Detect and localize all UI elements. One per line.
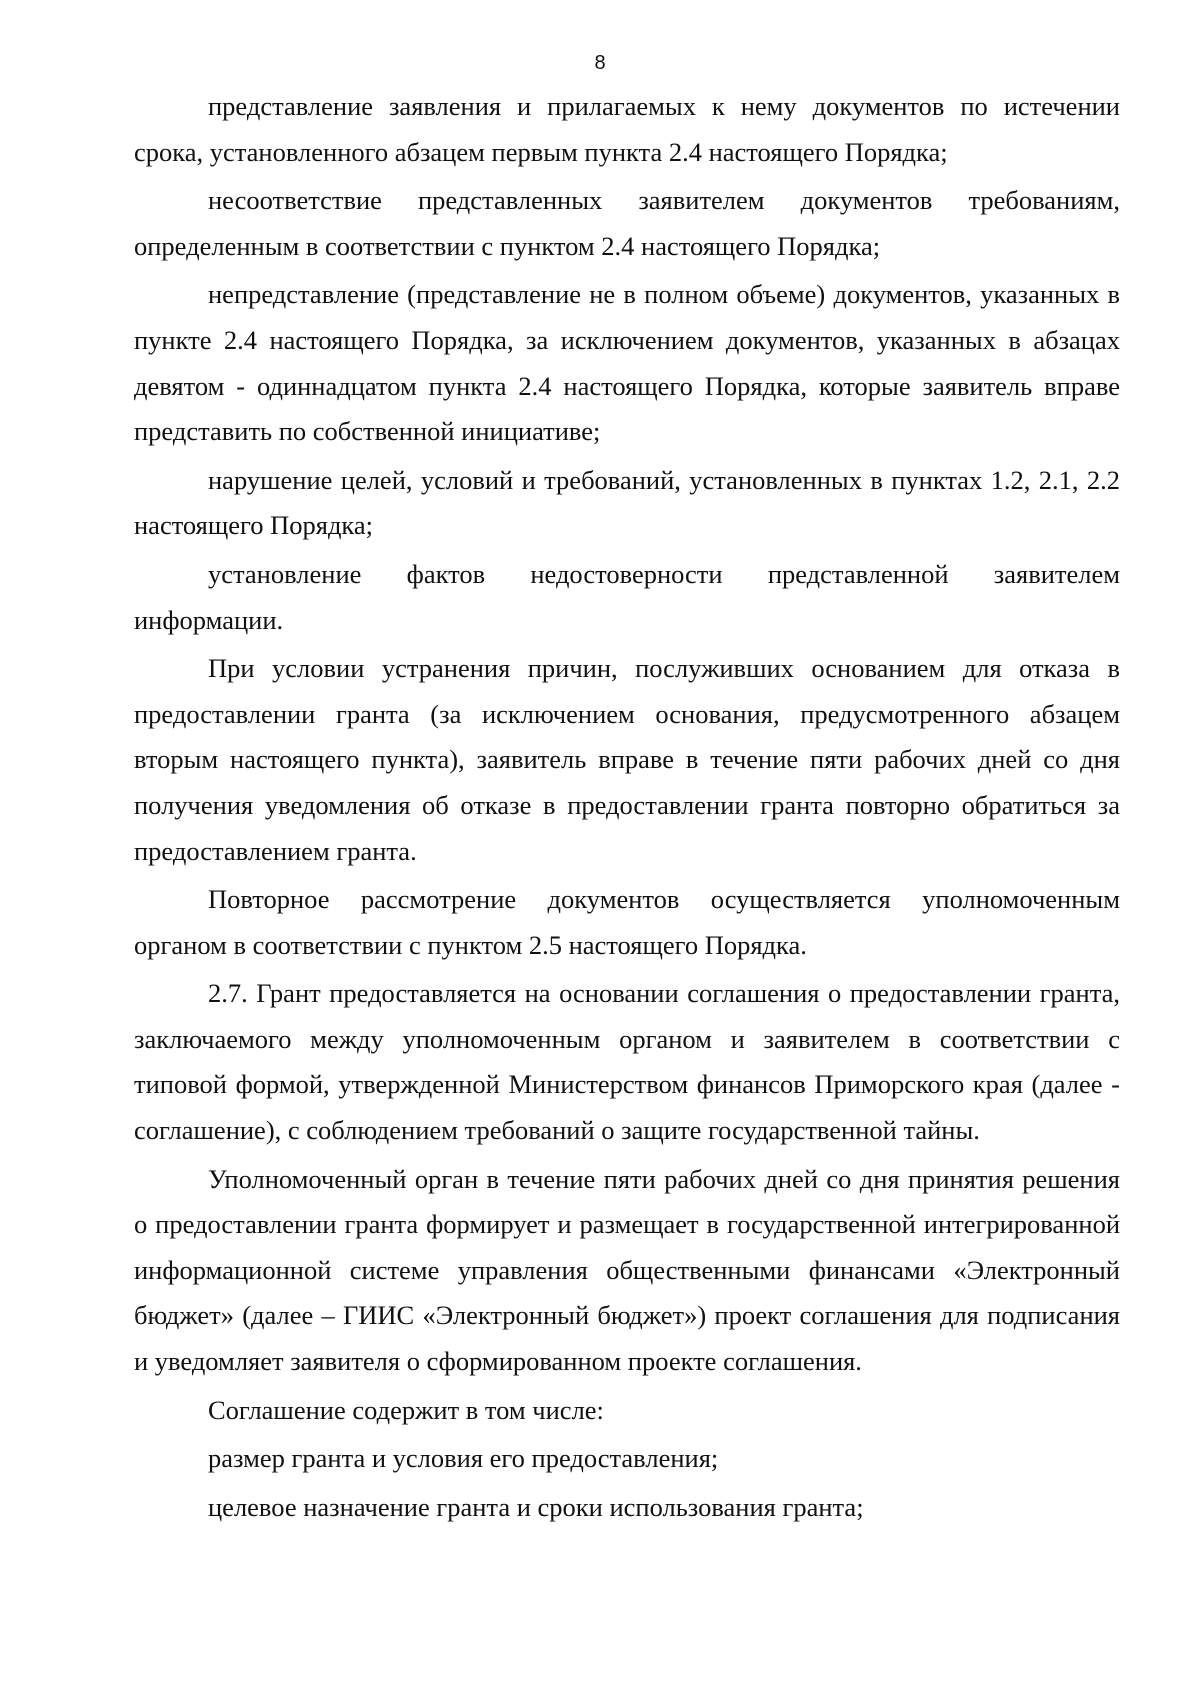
paragraph-electronic-budget: Уполномоченный орган в течение пяти рабочих дней со дня принятия решения о предоставлении гранта формирует и размещает в государственной интегрированной информационной системе управления общественными финансами «Электронный бюджет» (далее – ГИИС «Электронный бюджет») проект соглашения для подписания и уведомляет заявителя о сформированном проекте соглашения. (134, 1163, 1120, 1377)
paragraph-agreement-contains: Соглашение содержит в том числе: (208, 1394, 604, 1425)
page-number: 8 (594, 52, 606, 74)
paragraph-incomplete-documents: непредставление (представление не в полном объеме) документов, указанных в пункте 2.4 настоящего Порядка, за исключением документов, указанных в абзацах девятом - одиннадцатом пункта 2.4 настоящего Порядка, которые заявитель вправе представить по собственной инициативе; (134, 279, 1120, 447)
paragraph-false-information: установление фактов недостоверности представленной заявителем информации. (134, 558, 1120, 635)
list-item-grant-purpose: целевое назначение гранта и сроки использования гранта; (208, 1491, 864, 1522)
paragraph-resubmission: При условии устранения причин, послуживших основанием для отказа в предоставлении гранта (за исключением основания, предусмотренного абзацем вторым настоящего пункта), заявитель вправе в течение пяти рабочих дней со дня получения уведомления об отказе в предоставлении гранта повторно обратиться за предоставлением гранта. (134, 653, 1120, 866)
paragraph-section-2-7: 2.7. Грант предоставляется на основании соглашения о предоставлении гранта, заключаемого между уполномоченным органом и заявителем в соответствии с типовой формой, утвержденной Министерством финансов Приморского края (далее - соглашение), с соблюдением требований о защите государственной тайны. (134, 978, 1120, 1146)
list-item-grant-size: размер гранта и условия его предоставления; (208, 1443, 719, 1474)
paragraph-violation: нарушение целей, условий и требований, установленных в пунктах 1.2, 2.1, 2.2 настоящего Порядка; (134, 464, 1120, 541)
paragraph-late-submission: представление заявления и прилагаемых к нему документов по истечении срока, установленного абзацем первым пункта 2.4 настоящего Порядка; (134, 91, 1120, 167)
paragraph-nonconformity: несоответствие представленных заявителем документов требованиям, определенным в соответствии с пунктом 2.4 настоящего Порядка; (134, 185, 1120, 261)
document-body (134, 84, 1120, 1533)
paragraph-repeat-review: Повторное рассмотрение документов осуществляется уполномоченным органом в соответствии с пунктом 2.5 настоящего Порядка. (134, 884, 1120, 960)
